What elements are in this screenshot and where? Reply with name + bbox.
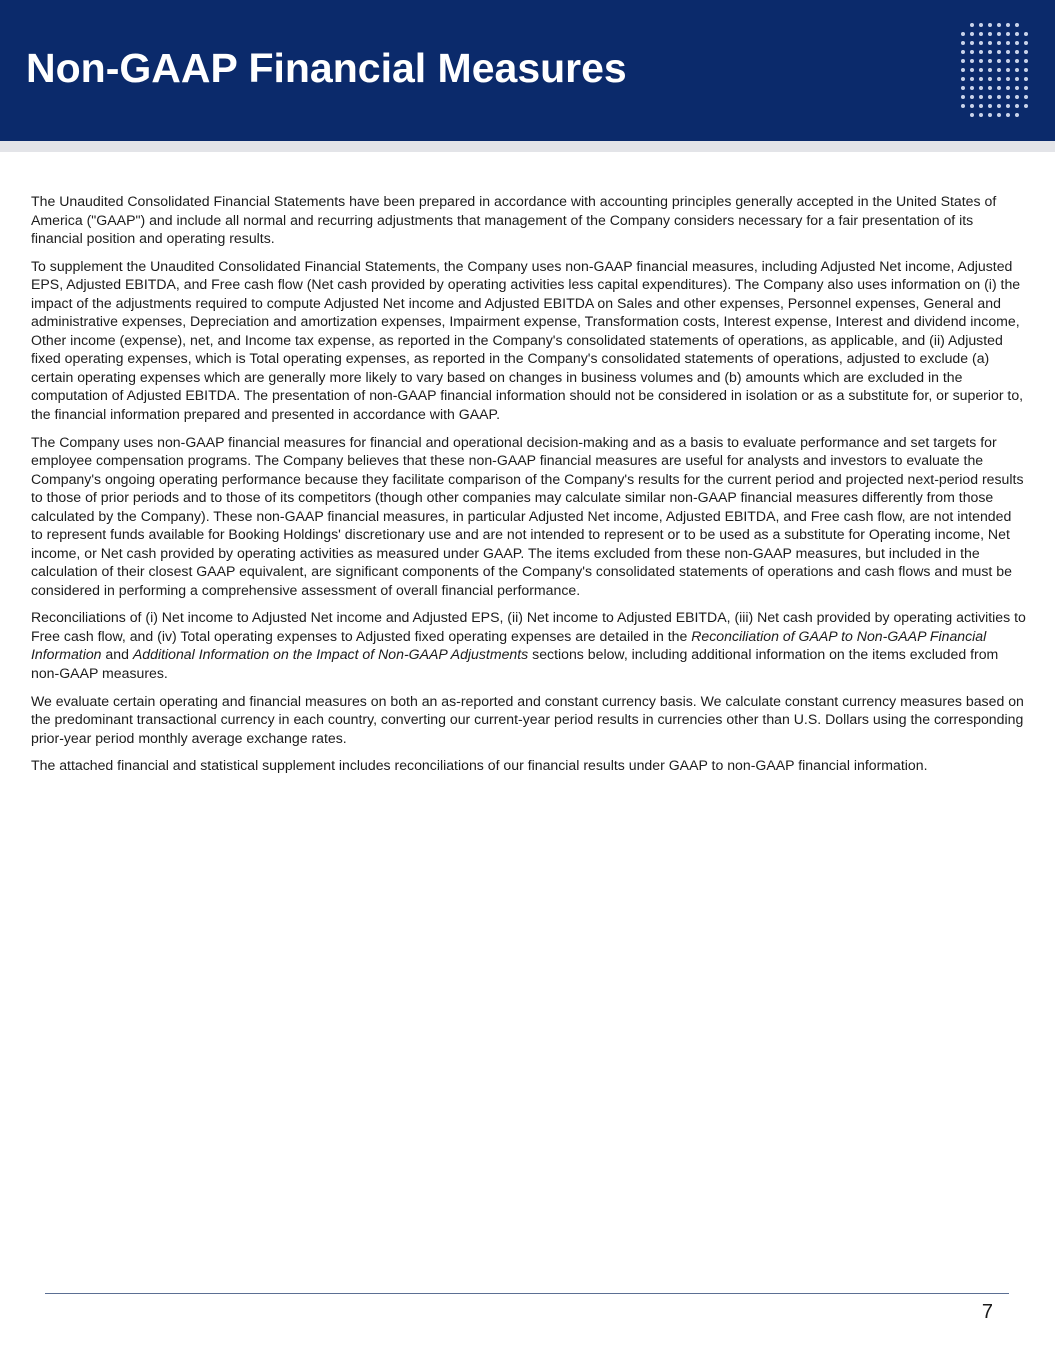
dot xyxy=(970,32,974,36)
dot xyxy=(1006,32,1010,36)
dot xyxy=(988,113,992,117)
dot xyxy=(997,95,1001,99)
dot xyxy=(1024,32,1028,36)
dot xyxy=(1024,86,1028,90)
dot xyxy=(1024,95,1028,99)
dot xyxy=(988,32,992,36)
dot xyxy=(988,50,992,54)
dot xyxy=(988,68,992,72)
dot xyxy=(979,50,983,54)
reconciliations-text-2: and xyxy=(101,646,133,663)
dot xyxy=(1006,95,1010,99)
dot xyxy=(979,23,983,27)
dot xyxy=(1006,77,1010,81)
dot xyxy=(979,32,983,36)
document-body xyxy=(31,192,1026,784)
dot xyxy=(1006,50,1010,54)
dot xyxy=(1006,23,1010,27)
paragraph-supplement: The attached financial and statistical supplement includes reconciliations of our financial results under GAAP to non-GAAP financial information. xyxy=(31,757,928,774)
dot xyxy=(961,59,965,63)
dot xyxy=(997,113,1001,117)
dot xyxy=(1015,41,1019,45)
dot xyxy=(970,113,974,117)
paragraph-reconciliations xyxy=(31,608,1026,682)
dot xyxy=(997,104,1001,108)
dot xyxy=(970,23,974,27)
dot xyxy=(988,23,992,27)
dot xyxy=(1006,68,1010,72)
dot xyxy=(1024,68,1028,72)
dot xyxy=(997,50,1001,54)
dot xyxy=(1015,50,1019,54)
dot xyxy=(1015,95,1019,99)
additional-info-section-reference: Additional Information on the Impact of Non-GAAP Adjustments xyxy=(132,646,529,663)
dot xyxy=(1006,59,1010,63)
paragraph-gaap-basis: The Unaudited Consolidated Financial Statements have been prepared in accordance with accounting principles generally accepted in the United States of America ("GAAP") and include all normal and recurring adjustments that management of the Company considers necessary for a fair presentation of its financial position and operating results. xyxy=(31,193,997,246)
dot xyxy=(988,86,992,90)
dot xyxy=(1024,104,1028,108)
dot xyxy=(970,104,974,108)
dot xyxy=(979,41,983,45)
dot xyxy=(1024,59,1028,63)
dot xyxy=(997,68,1001,72)
dot xyxy=(970,86,974,90)
dot xyxy=(961,32,965,36)
dot xyxy=(988,95,992,99)
dot xyxy=(1015,32,1019,36)
dot xyxy=(1024,41,1028,45)
dot xyxy=(979,113,983,117)
dot xyxy=(961,95,965,99)
dot xyxy=(1006,86,1010,90)
dot xyxy=(979,95,983,99)
paragraph-non-gaap-measures: To supplement the Unaudited Consolidated Financial Statements, the Company uses non-GAAP financial measures, including Adjusted Net income, Adjusted EPS, Adjusted EBITDA, and Free cash flow (Net cash provided by operating activities less capital expenditures). The Company also uses information on (i) the impact of the adjustments required to compute Adjusted Net income and Adjusted EBITDA on Sales and other expenses, Personnel expenses, General and administrative expenses, Depreciation and amortization expenses, Impairment expense, Transformation costs, Interest expense, Interest and dividend income, Other income (expense), net, and Income tax expense, as reported in the Company's consolidated statements of operations, as applicable, and (ii) Adjusted fixed operating expenses, which is Total operating expenses, as reported in the Company's consolidated statements of operations, adjusted to exclude (a) certain operating expenses which are generally more likely to vary based on changes in business volumes and (b) amounts which are excluded in the computation of Adjusted EBITDA. The presentation of non-GAAP financial information should not be considered in isolation or as a substitute for, or superior to, the financial information prepared and presented in accordance with GAAP. xyxy=(31,257,1024,422)
dot xyxy=(1006,113,1010,117)
dot xyxy=(1015,77,1019,81)
paragraph-constant-currency: We evaluate certain operating and financial measures on both an as-reported and constant currency basis. We calculate constant currency measures based on the predominant transactional currency in each country, converting our current-year period results in currencies other than U.S. Dollars using the corresponding prior-year period monthly average exchange rates. xyxy=(31,692,1024,746)
dot xyxy=(961,77,965,81)
dot xyxy=(970,41,974,45)
dot xyxy=(979,68,983,72)
dot xyxy=(997,41,1001,45)
dot xyxy=(970,95,974,99)
dot xyxy=(979,86,983,90)
footer-divider xyxy=(45,1293,1009,1294)
dot xyxy=(961,104,965,108)
dot xyxy=(1015,68,1019,72)
page-title: Non-GAAP Financial Measures xyxy=(26,45,627,91)
dot xyxy=(961,68,965,72)
dot-grid-icon xyxy=(960,22,1030,118)
paragraph-usefulness: The Company uses non-GAAP financial measures for financial and operational decision-making and as a basis to evaluate performance and set targets for employee compensation programs. The Company believes that these non-GAAP financial measures are useful for analysts and investors to evaluate the Company's ongoing operating performance because they facilitate comparison of the Company's results for the current period and projected next-period results to those of prior periods and to those of its competitors (though other companies may calculate similar non-GAAP financial measures differently from those calculated by the Company). These non-GAAP financial measures, in particular Adjusted Net income, Adjusted EBITDA, and Free cash flow, are not intended to represent funds available for Booking Holdings' discretionary use and are not intended to represent or to be used as a substitute for Operating income, Net income, or Net cash provided by operating activities as measured under GAAP. The items excluded from these non-GAAP measures, but included in the calculation of their closest GAAP equivalent, are significant components of the Company's consolidated statements of operations and cash flows and must be considered in performing a comprehensive assessment of overall financial performance. xyxy=(31,433,1024,598)
page-number: 7 xyxy=(981,1301,993,1323)
dot xyxy=(1015,23,1019,27)
dot xyxy=(997,32,1001,36)
dot xyxy=(961,86,965,90)
dot xyxy=(979,77,983,81)
dot xyxy=(997,77,1001,81)
dot xyxy=(1024,77,1028,81)
dot xyxy=(988,77,992,81)
dot xyxy=(1024,50,1028,54)
header-divider-strip xyxy=(0,141,1055,152)
dot xyxy=(970,59,974,63)
dot xyxy=(970,77,974,81)
dot xyxy=(961,50,965,54)
dot xyxy=(1006,41,1010,45)
dot xyxy=(1006,104,1010,108)
dot xyxy=(970,50,974,54)
dot xyxy=(1015,113,1019,117)
reconciliation-section-reference: Reconciliation of GAAP to Non-GAAP Financial Information xyxy=(31,627,987,663)
dot xyxy=(988,59,992,63)
dot xyxy=(988,41,992,45)
dot xyxy=(1015,86,1019,90)
dot xyxy=(970,68,974,72)
dot xyxy=(988,104,992,108)
dot xyxy=(979,104,983,108)
dot xyxy=(997,86,1001,90)
dot xyxy=(979,59,983,63)
dot xyxy=(997,59,1001,63)
dot xyxy=(1015,104,1019,108)
reconciliations-text-1: Reconciliations of (i) Net income to Adjusted Net income and Adjusted EPS, (ii) Net income to Adjusted EBITDA, (iii) Net cash provided by operating activities to Free cash flow, and (iv) Total operating expenses to Adjusted fixed operating expenses are detailed in the xyxy=(31,609,1026,644)
dot xyxy=(961,41,965,45)
dot xyxy=(1015,59,1019,63)
reconciliations-text-3: sections below, including additional information on the items excluded from non-GAAP measures. xyxy=(31,646,999,681)
dot xyxy=(997,23,1001,27)
page-header-banner xyxy=(0,0,1055,141)
